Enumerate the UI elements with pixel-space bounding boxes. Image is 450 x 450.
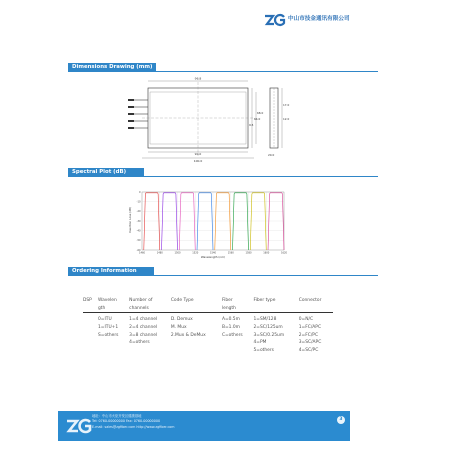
y-tick-label: -10 <box>136 200 141 204</box>
table-cell: 2=4 channel <box>129 324 158 330</box>
dim-right-c: 9.5 <box>249 123 254 127</box>
table-cell <box>171 339 222 347</box>
section-divider <box>68 176 378 177</box>
dim-inner-width: 90.0 <box>194 152 202 156</box>
table-cell: 3=8 channel <box>129 332 158 338</box>
header-cell: DSP <box>83 298 92 303</box>
x-tick-label: 1460 <box>138 251 146 255</box>
table-row <box>83 324 333 332</box>
table-cell <box>83 339 98 347</box>
y-tick-label: -30 <box>136 219 141 223</box>
table-cell: 2.Mux & DeMux <box>170 332 206 338</box>
dim-side-a: 17.0 <box>283 103 290 107</box>
company-logo <box>264 13 286 27</box>
table-header-row-2 <box>83 305 333 313</box>
x-tick-label: 1580 <box>245 251 252 255</box>
header-cell: channels <box>129 305 149 311</box>
table-cell: 4=others <box>129 340 150 346</box>
table-cell: S=others <box>98 332 119 338</box>
section-divider <box>68 275 378 276</box>
table-cell <box>98 339 129 347</box>
x-tick-label: 1540 <box>209 251 217 255</box>
header-cell: Fiber type <box>253 298 276 303</box>
section-header-spectral: Spectral Plot (dB) <box>68 168 144 176</box>
page-number-badge: 3 <box>337 416 345 424</box>
y-tick-label: -50 <box>136 239 141 243</box>
table-cell <box>222 347 254 355</box>
company-name: 中山市技金通讯有限公司 <box>288 16 350 22</box>
header-cell: Wavelen <box>98 298 117 303</box>
x-tick-label: 1620 <box>280 251 288 255</box>
footer-logo <box>66 417 92 435</box>
footer-phone: Tel: 0760-00000000 Fax: 0760-00000000 <box>92 419 161 424</box>
section-header-dimensions: Dimensions Drawing (mm) <box>68 63 156 71</box>
x-tick-label: 1480 <box>156 251 163 255</box>
x-tick-label: 1500 <box>174 251 181 255</box>
table-cell: M. Mux <box>170 324 187 330</box>
dim-right-a: 64.0 <box>254 117 261 121</box>
footer-web: E-mail: sales@zgfiber.com http://www.zgfiber.com <box>92 424 175 429</box>
table-cell: 1=SM/128 <box>253 317 277 322</box>
y-tick-label: -60 <box>136 248 141 252</box>
header-cell: Fiber <box>221 298 233 303</box>
table-cell: 2=FC/PC <box>298 332 319 338</box>
footer-address: 地址：中山市火炬开发区健康基地 <box>92 414 142 418</box>
table-cell: 0=N/C <box>298 317 314 322</box>
table-cell: 1=ITU+1 <box>98 324 119 330</box>
header-cell <box>171 305 222 313</box>
chart-ylabel: Insertion Loss (dB) <box>128 206 132 234</box>
table-cell: 5=others <box>253 348 274 354</box>
section-divider <box>68 71 378 72</box>
table-header-row <box>83 297 333 305</box>
table-cell: C=others <box>221 332 243 338</box>
header-cell: Connector <box>298 298 322 303</box>
table-row <box>83 332 333 340</box>
table-cell: 1=4 channel <box>129 317 158 322</box>
dim-side-b: 12.0 <box>283 117 290 121</box>
y-tick-label: -20 <box>136 210 141 214</box>
y-tick-label: -40 <box>136 229 141 233</box>
y-tick-label: 0 <box>138 190 141 194</box>
header-cell <box>253 305 298 313</box>
header-cell <box>299 305 333 313</box>
table-cell: A=0.5m <box>221 317 240 322</box>
header-cell <box>83 305 98 313</box>
chart-xlabel: Wavelength (nm) <box>200 255 226 259</box>
table-cell <box>83 324 98 332</box>
table-cell: 3=SC/0.25um <box>253 332 285 338</box>
header-cell: length <box>221 305 236 311</box>
table-cell: 3=SC/APC <box>298 340 322 346</box>
x-tick-label: 1520 <box>192 251 199 255</box>
dim-top-width: 96.8 <box>194 76 202 81</box>
dim-right-b: 68.0 <box>257 111 264 115</box>
table-cell <box>83 347 98 355</box>
section-header-ordering: Ordering Information <box>68 267 154 275</box>
table-cell: 4=SC/PC <box>298 348 319 354</box>
table-cell <box>98 347 129 355</box>
dim-side-c: 20.0 <box>268 153 275 157</box>
table-cell <box>129 347 171 355</box>
table-cell <box>83 316 98 324</box>
dimension-drawing <box>128 76 288 164</box>
table-cell: 0=ITU <box>98 317 112 322</box>
header-cell: gth <box>98 305 106 311</box>
table-cell: 2=SC/125um <box>253 324 283 330</box>
table-cell: 1=FC/APC <box>298 324 322 330</box>
dim-bottom-width: 100.0 <box>193 159 203 163</box>
table-row <box>83 347 333 355</box>
x-tick-label: 1560 <box>227 251 234 255</box>
header-cell: Number of <box>129 298 153 303</box>
header-cell: Code Type <box>170 298 194 303</box>
table-cell: D. Demux <box>170 317 193 322</box>
spectral-chart <box>128 188 288 260</box>
ordering-table <box>83 297 333 355</box>
x-tick-label: 1600 <box>263 251 270 255</box>
table-cell: 4=PM <box>253 340 267 346</box>
table-row <box>83 339 333 347</box>
table-cell <box>171 347 222 355</box>
footer-contact <box>92 414 347 430</box>
table-row <box>83 316 333 324</box>
table-cell <box>222 339 254 347</box>
table-cell <box>83 332 98 340</box>
table-cell: B=1.0m <box>221 324 240 330</box>
